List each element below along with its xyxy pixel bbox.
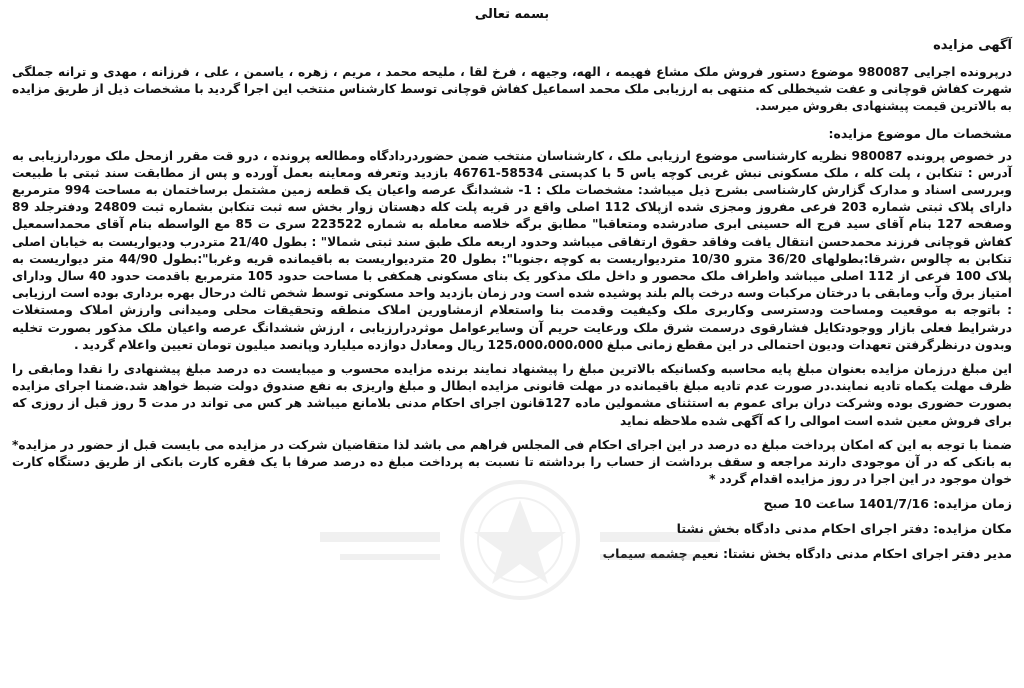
property-specs-heading: مشخصات مال موضوع مزایده:: [828, 125, 1012, 141]
intro-paragraph: درپرونده اجرایی 980087 موضوع دستور فروش ملک مشاع فهیمه ، الهه، وجیهه ، فرخ لقا ، ملیحه محمد ، مریم ، زهره ، یاسمن ، علی ، فرزانه ، مهدی و ترانه جملگی شهرت کفاش قوچانی و عفت شیخطلی که منتهی به ارزیابی ملک محمد اسماعیل کفاش قوچانی توسط کارشناس منتخب این اجرا گردید با مشخصات ذیل از طریق مزایده به بالاترین قیمت پیشنهادی بفروش میرسد.: [12, 65, 1012, 114]
basmala-heading: بسمه تعالی: [474, 7, 550, 22]
auction-place: مکان مزایده: دفتر اجرای احکام مدنی دادگاه بخش نشتا: [676, 521, 1012, 537]
expert-report-paragraph: در خصوص پرونده 980087 نظریه کارشناسی موضوع ارزیابی ملک ، کارشناسان منتخب ضمن حضوردردادگاه ومطالعه پرونده ، درو قت مقرر ازمحل ملک موردارزیابی به آدرس : تنکابن ، پلت کله ، ملک مسکونی نبش غربی کوچه یاس 5 با کدپستی 58534-46761 بازدید وتعرفه ومعاینه بعمل آورده و پس از مطابقت سند ثبتی با طبیعت وبررسی اسناد و مدارک گزارش کارشناسی بشرح ذیل میباشد: مشخصات ملک : 1- ششدانگ عرصه واعیان یک قطعه زمین مشتمل برساختمان به مساحت 994 مترمربع دارای پلاک ثبتی شماره 203 فرعی مفروز ومجزی شده ازپلاک 112 اصلی واقع در قریه پلت کله دهستان زوار بخش سه ثبت تنکابن بشماره ثبت 24809 ودفترجلد 89 وصفحه 127 بنام آقای سید فرج اله حسینی ابری صادرشده ومتعاقبا" مطابق برگه خلاصه معامله به شماره 223522 سری ت 85 مع الواسطه بنام آقای محمداسمعیل کفاش قوچانی فرزند محمدحسن انتقال یافت وفاقد حقوق ارتفاقی میباشد وحدود اربعه ملک طبق سند ثبتی شمالا" : بطول 21/40 متردرب ودیواریست به خیابان اصلی تنکابن به چالوس ،شرقا:بطولهای 36/20 مترو 10/30 متردیواریست به کوچه ،جنوبا": بطول 20 متردیواریست به باقیمانده قریه وغربا":بطول 44/90 متر دیواریست به پلاک 100 فرعی از 112 اصلی میباشد واطراف ملک محصور و داخل ملک مذکور یک بنای مسکونی همکفی با مساحت حدود 105 مترمربع باقدمت حدود 40 سال ودارای امتیاز برق وآب ومابقی با درختان مرکبات وسه درخت پالم بلند پوشیده شده است ودر زمان بازدید واحد مسکونی توسط شخص ثالث درحال بهره برداری بوده است ارزیابی : باتوجه به موقعیت ومساحت ودسترسی وکاربری ملک وکیفیت وقدمت بنا واستعلام ازمشاورین املاک منطقه وتحقیقات محلی ومیدانی وارزش املاک ومستغلات درشرایط فعلی بازار ووجودتکایل فشارقوی درسمت شرق ملک ورعایت حریم آن وسایرعوامل موثردرارزیابی ، ارزش ششدانگ عرصه واعیان ملک مذکور بصورت تخلیه وبدون درنظرگرفتن تعهدات ودیون احتمالی در این مقطع زمانی مبلغ 125،000،000،000 ریال ومعادل دوازده میلیارد وپانصد میلیون تومان تعیین واعلام گردید .: [12, 148, 1012, 352]
auction-time: زمان مزایده: 1401/7/16 ساعت 10 صبح: [763, 496, 1012, 512]
notice-title: آگهی مزایده: [933, 38, 1012, 53]
auction-terms-paragraph: این مبلغ درزمان مزایده بعنوان مبلغ پایه محاسبه وکسانیکه بالاترین مبلغ را پیشنهاد نمایند برنده مزایده محسوب و میبایست ده درصد مبلغ پیشنهادی را نقدا ومابقی را ظرف مهلت یکماه تادیه نمایند.در صورت عدم تادیه مبلغ باقیمانده در مهلت قانونی مزایده ابطال و مبلغ واریزی به نفع صندوق دولت ضبط خواهد شد.ضمنا اجرای مزایده بصورت حضوری بوده وشرکت دران برای عموم به استثنای مشمولین ماده 127قانون اجرای احکام مدنی بلامانع میباشد هر کس می تواند در مدت 5 روز قبل از روزی که برای فروش معین شده است اموالی را که آگهی شده ملاحظه نماید: [12, 362, 1013, 428]
office-manager: مدیر دفتر اجرای احکام مدنی دادگاه بخش نشتا: نعیم چشمه سیماب: [602, 546, 1012, 562]
payment-note-paragraph: ضمنا با توجه به این که امکان پرداخت مبلغ ده درصد در این اجرای احکام فی المجلس فراهم می باشد لذا متقاضیان شرکت در مزایده می بایست قبل از حضور در مزایده* به بانکی که در آن موجودی دارند مراجعه و سقف برداشت از حساب را برداشته تا نسبت به پرداخت مبلغ ده درصد صرفا با یک فقره کارت بانکی از طریق دستگاه کارت خوان موجود در این اجرا در روز مزایده اقدام گردد *: [12, 437, 1012, 487]
